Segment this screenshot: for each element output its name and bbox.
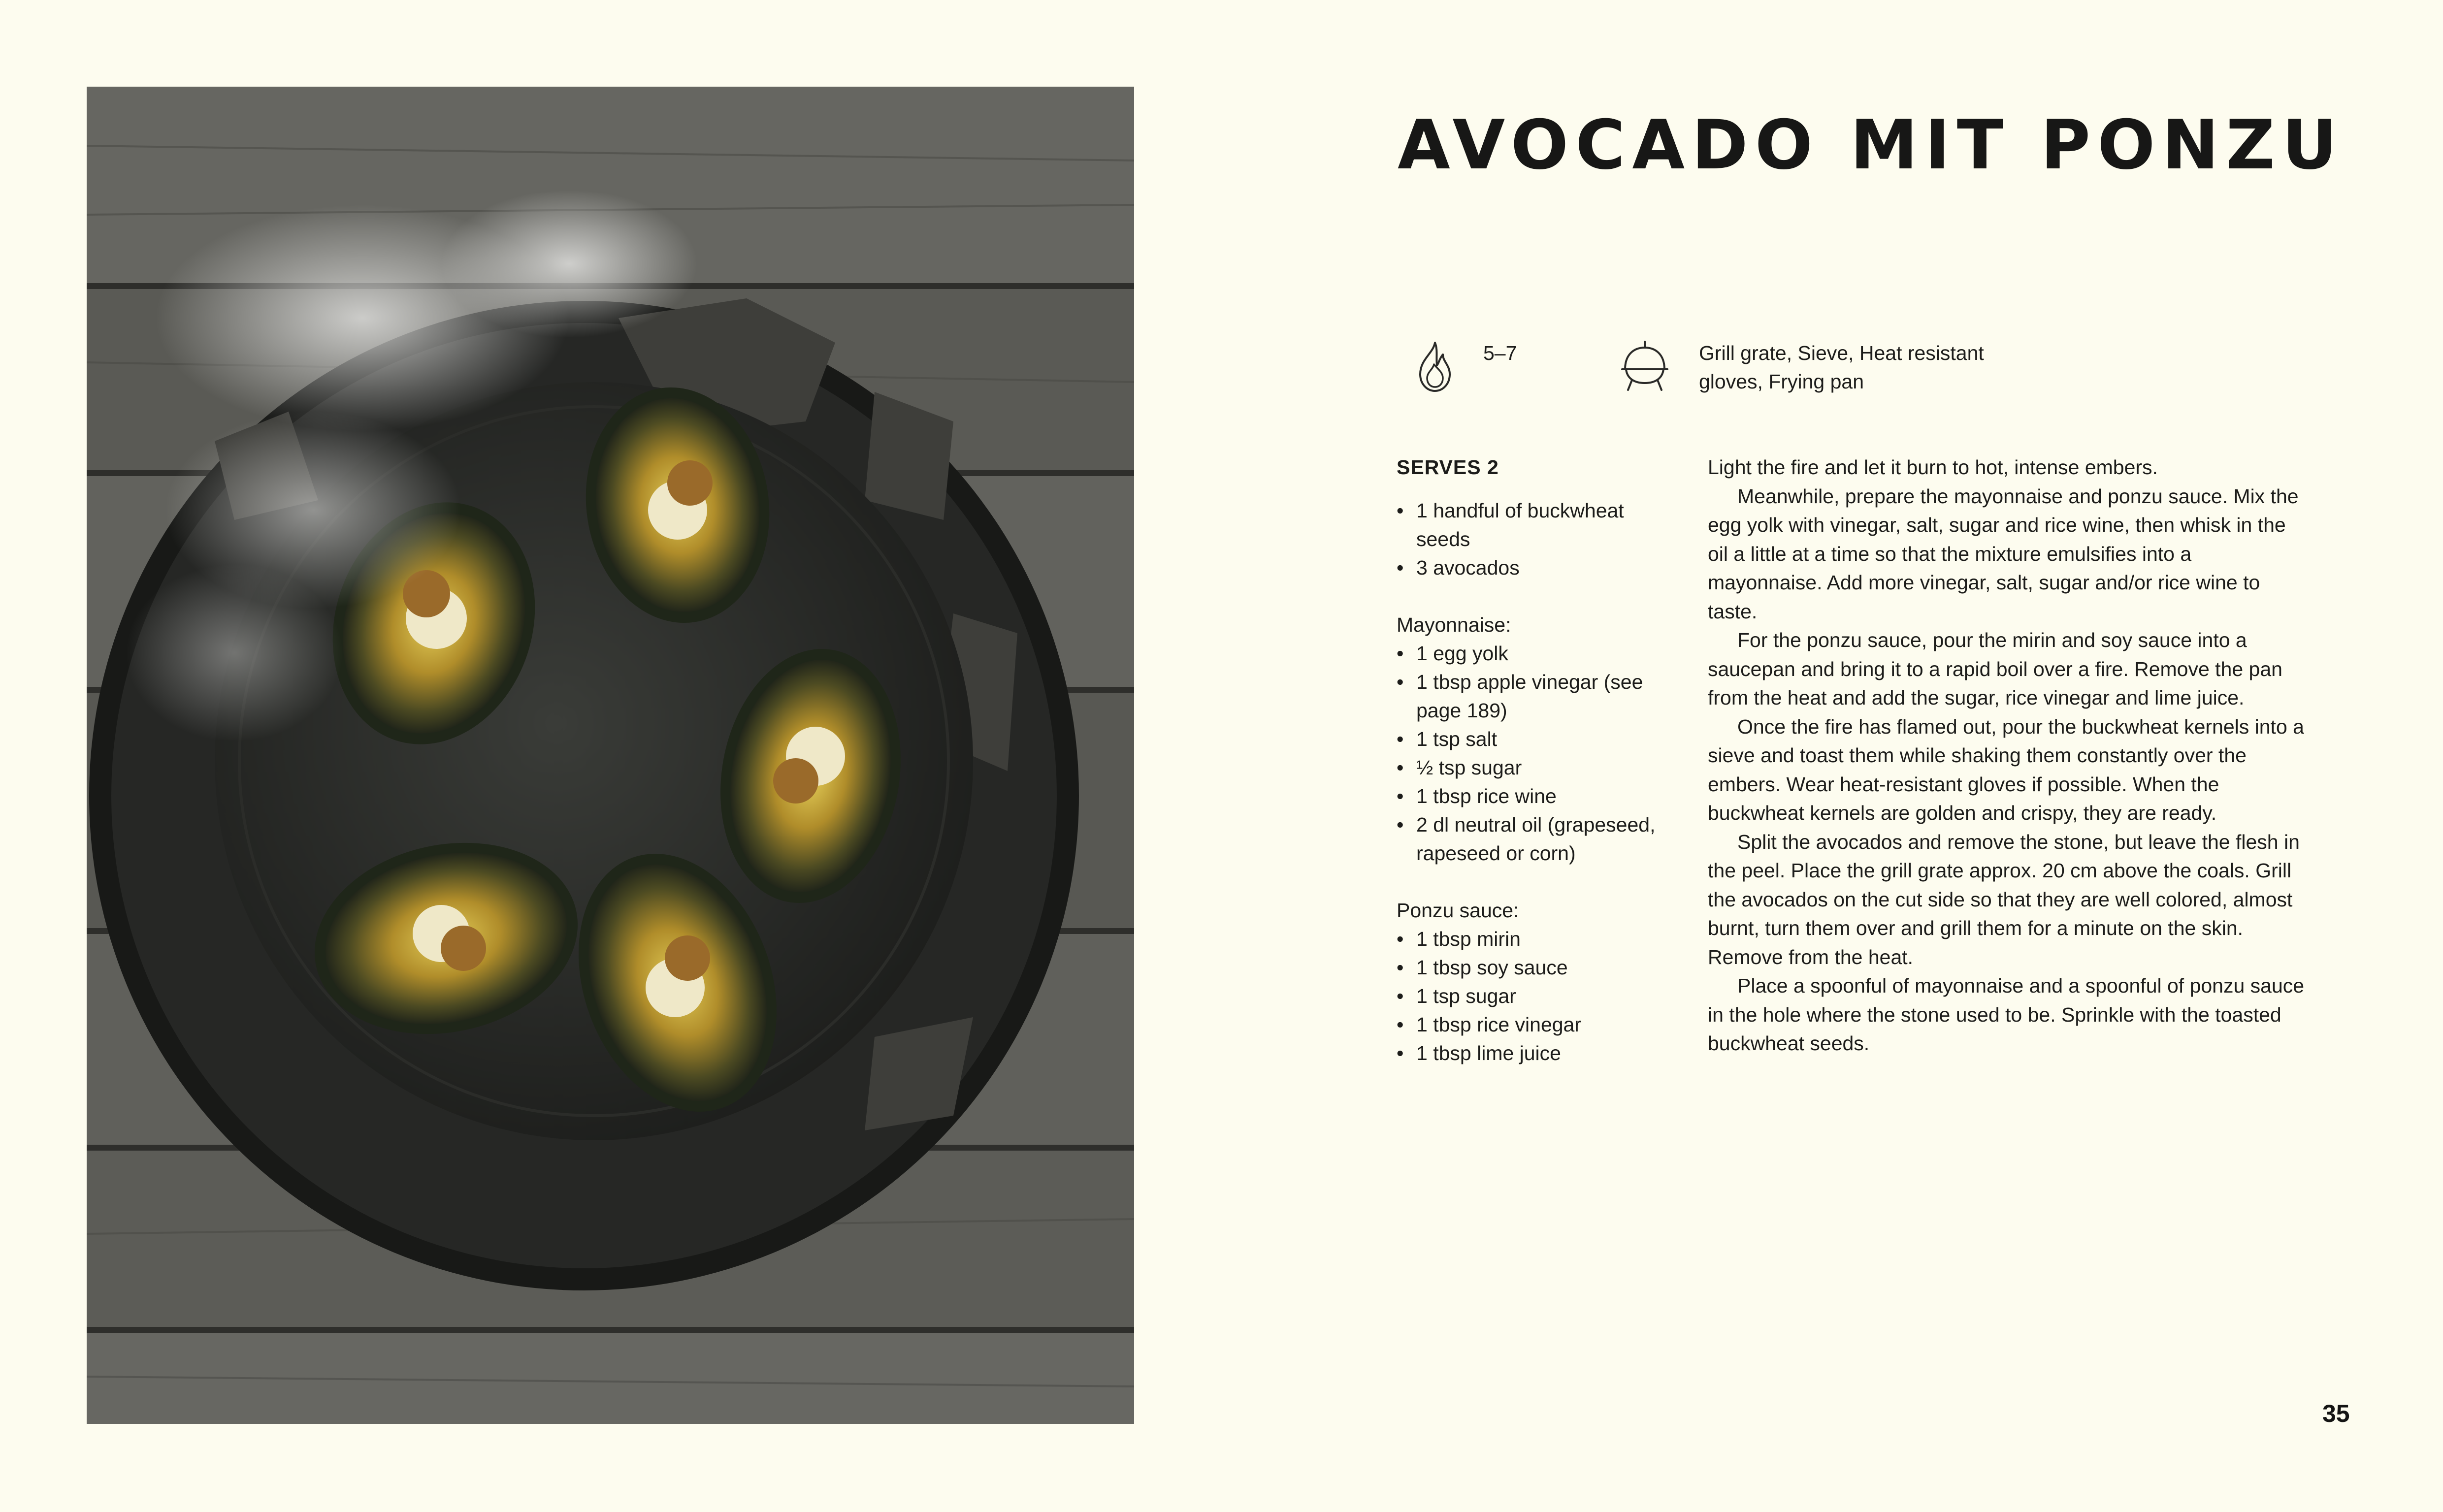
recipe-photo <box>87 87 1134 1424</box>
method-column <box>1708 453 2310 1058</box>
ingredient-item: • 1 tbsp apple vinegar (see page 189) <box>1397 668 1672 725</box>
method-paragraph: For the ponzu sauce, pour the mirin and soy sauce into a saucepan and bring it to a rapid boil over a fire. Remove the pan from the heat and add the sugar, rice vinegar and lime juice. <box>1708 629 2282 709</box>
method-paragraph: Once the fire has flamed out, pour the buckwheat kernels into a sieve and toast them while shaking them constantly over the embers. Wear heat-resistant gloves if possible. When the buckwheat kernels are golden and crispy, they are ready. <box>1708 715 2304 824</box>
ingredient-item: • 1 tbsp rice vinegar <box>1397 1010 1672 1039</box>
method-paragraph: Light the fire and let it burn to hot, intense embers. <box>1708 456 2158 479</box>
ingredient-item: • 1 tbsp mirin <box>1397 925 1672 953</box>
flame-icon <box>1413 340 1456 394</box>
ingredient-group-main <box>1397 496 1672 582</box>
grill-icon <box>1620 339 1669 393</box>
heat-level: 5–7 <box>1483 342 1517 364</box>
ingredient-item: • 2 dl neutral oil (grapeseed, rapeseed or corn) <box>1397 810 1672 868</box>
ingredients-column <box>1397 453 1672 1067</box>
ingredient-item: • 1 tbsp soy sauce <box>1397 953 1672 982</box>
method-paragraph: Meanwhile, prepare the mayonnaise and ponzu sauce. Mix the egg yolk with vinegar, salt, sugar and rice wine, then whisk in the oil a little at a time so that the mixture emulsifies into a mayonnaise. Add more vinegar, salt, sugar and/or rice wine to taste. <box>1708 484 2299 623</box>
serves-label: SERVES 2 <box>1397 456 1499 479</box>
ingredient-item: • ½ tsp sugar <box>1397 753 1672 782</box>
ingredient-group-mayonnaise <box>1397 611 1672 868</box>
ingredient-group-ponzu <box>1397 896 1672 1067</box>
ingredient-item: • 1 egg yolk <box>1397 639 1672 668</box>
group-heading: Ponzu sauce: <box>1397 899 1519 922</box>
page-number: 35 <box>2322 1400 2350 1427</box>
ingredient-item: • 3 avocados <box>1397 553 1672 582</box>
method-paragraph: Place a spoonful of mayonnaise and a spoonful of ponzu sauce in the hole where the stone used to be. Sprinkle with the toasted buckwheat seeds. <box>1708 974 2305 1055</box>
grilled-avocados-image <box>87 87 1134 1424</box>
group-heading: Mayonnaise: <box>1397 613 1511 636</box>
method-paragraph: Split the avocados and remove the stone, but leave the flesh in the peel. Place the grill grate approx. 20 cm above the coals. Grill the avocados on the cut side so that they are well colored, almost burnt, turn them over and grill them for a minute on the skin. Remove from the heat. <box>1708 830 2300 968</box>
recipe-title: AVOCADO MIT PONZU <box>1398 105 2345 185</box>
ingredient-item: • 1 handful of buckwheat seeds <box>1397 496 1672 553</box>
ingredient-item: • 1 tsp salt <box>1397 725 1672 753</box>
ingredient-item: • 1 tbsp lime juice <box>1397 1039 1672 1067</box>
equipment-list: Grill grate, Sieve, Heat resistant gloves, Frying pan <box>1699 342 1984 393</box>
ingredient-item: • 1 tsp sugar <box>1397 982 1672 1010</box>
ingredient-item: • 1 tbsp rice wine <box>1397 782 1672 810</box>
